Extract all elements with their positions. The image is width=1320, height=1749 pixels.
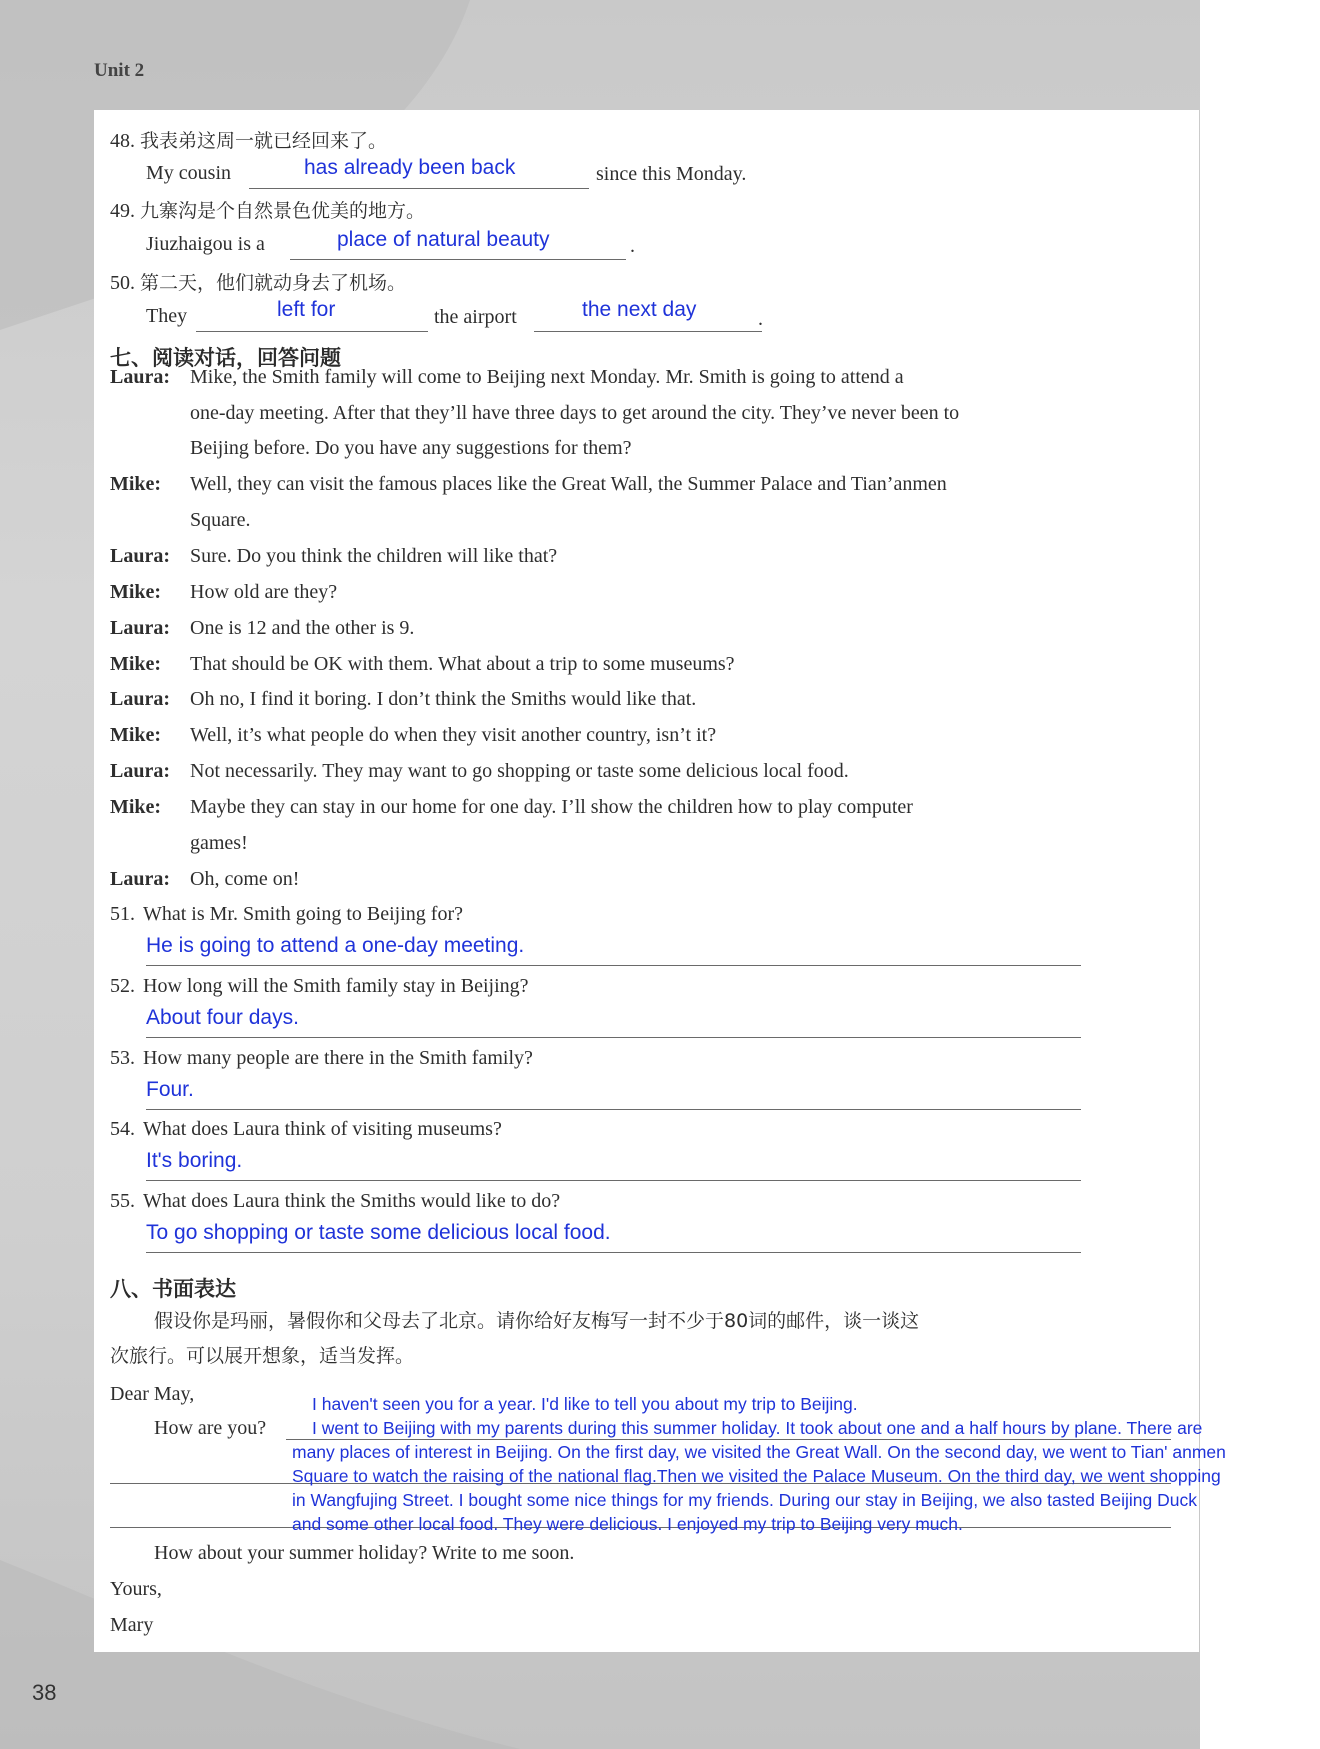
question-51 xyxy=(110,903,463,926)
dialogue-line: games! xyxy=(190,832,248,854)
dialogue-line: Beijing before. Do you have any suggestions for them? xyxy=(190,437,632,459)
question-53 xyxy=(110,1047,533,1070)
dialogue-line: Well, they can visit the famous places like the Great Wall, the Summer Palace and Tian’anmen xyxy=(190,473,947,495)
dialogue-speaker: Laura: xyxy=(110,545,170,567)
question-text: What is Mr. Smith going to Beijing for? xyxy=(143,903,463,925)
essay-line-2[interactable]: I went to Beijing with my parents during this summer holiday. It took about one and a half hours by plane. There are xyxy=(312,1418,1203,1438)
q50-prefix: They xyxy=(146,305,188,327)
q49-prefix: Jiuzhaigou is a xyxy=(146,233,265,255)
question-number: 52. xyxy=(110,975,135,997)
dialogue-line: Sure. Do you think the children will like that? xyxy=(190,545,558,567)
section8-title: 八、书面表达 xyxy=(110,1277,236,1301)
question-number: 54. xyxy=(110,1118,135,1140)
dialogue-speaker: Mike: xyxy=(110,473,162,495)
letter-signature: Mary xyxy=(110,1614,154,1636)
answer-line xyxy=(146,965,1081,966)
answer-52[interactable]: About four days. xyxy=(146,1006,299,1029)
answer-line xyxy=(146,1037,1081,1038)
dialogue-line: one-day meeting. After that they’ll have three days to get around the city. They’ve never been to xyxy=(190,402,960,424)
q50 xyxy=(110,268,406,295)
question-text: How long will the Smith family stay in Beijing? xyxy=(143,975,529,997)
q48-chinese: 我表弟这周一就已经回来了。 xyxy=(140,130,388,152)
q48-number: 48. xyxy=(110,130,135,152)
dialogue-line: Not necessarily. They may want to go shopping or taste some delicious local food. xyxy=(190,760,849,782)
section7-title: 七、阅读对话，回答问题 xyxy=(110,346,341,370)
dialogue-speaker: Laura: xyxy=(110,688,170,710)
page-number: 38 xyxy=(32,1680,57,1705)
q48-prefix: My cousin xyxy=(146,162,231,184)
q49-chinese: 九寨沟是个自然景色优美的地方。 xyxy=(140,200,426,222)
letter-closing: How about your summer holiday? Write to me soon. xyxy=(154,1542,575,1564)
q50-number: 50. xyxy=(110,272,135,294)
essay-line-3[interactable]: many places of interest in Beijing. On the first day, we visited the Great Wall. On the second day, we went to Tian' anmen xyxy=(292,1442,1226,1462)
question-52 xyxy=(110,975,529,998)
q50-middle: the airport xyxy=(434,306,517,328)
essay-line-1[interactable]: I haven't seen you for a year. I'd like to tell you about my trip to Beijing. xyxy=(312,1394,858,1414)
worksheet-panel xyxy=(94,110,1226,1652)
question-55 xyxy=(110,1190,560,1213)
q50-answer-2[interactable]: the next day xyxy=(582,298,697,321)
dialogue-speaker: Mike: xyxy=(110,796,162,818)
q49 xyxy=(110,196,425,223)
letter-opening: How are you? xyxy=(154,1417,267,1439)
dialogue-speaker: Laura: xyxy=(110,366,170,388)
dialogue-speaker: Mike: xyxy=(110,653,162,675)
q48 xyxy=(110,126,387,153)
answer-line xyxy=(146,1109,1081,1110)
section8-prompt-line2: 次旅行。可以展开想象，适当发挥。 xyxy=(110,1345,415,1367)
question-text: What does Laura think the Smiths would like to do? xyxy=(143,1190,561,1212)
letter-salutation: Dear May, xyxy=(110,1383,195,1405)
q48-answer[interactable]: has already been back xyxy=(304,156,516,179)
q49-blank-line xyxy=(290,259,626,260)
question-text: What does Laura think of visiting museums? xyxy=(143,1118,502,1140)
dialogue-speaker: Laura: xyxy=(110,617,170,639)
dialogue-speaker: Laura: xyxy=(110,868,170,890)
dialogue-speaker: Laura: xyxy=(110,760,170,782)
answer-line xyxy=(146,1252,1081,1253)
answer-51[interactable]: He is going to attend a one-day meeting. xyxy=(146,934,525,957)
q48-blank-line xyxy=(249,188,589,189)
question-number: 55. xyxy=(110,1190,135,1212)
q50-chinese: 第二天，他们就动身去了机场。 xyxy=(140,272,407,294)
dialogue-speaker: Mike: xyxy=(110,581,162,603)
essay-line-4[interactable]: Square to watch the raising of the national flag.Then we visited the Palace Museum. On the third day, we went shopping xyxy=(292,1466,1221,1486)
dialogue-line: That should be OK with them. What about a trip to some museums? xyxy=(190,653,735,675)
question-54 xyxy=(110,1118,502,1141)
dialogue-line: How old are they? xyxy=(190,581,338,603)
dialogue-line: One is 12 and the other is 9. xyxy=(190,617,415,639)
dialogue-speaker: Mike: xyxy=(110,724,162,746)
unit-header: Unit 2 xyxy=(94,60,145,81)
letter-signoff: Yours, xyxy=(110,1578,162,1600)
answer-55[interactable]: To go shopping or taste some delicious local food. xyxy=(146,1221,611,1244)
q49-answer[interactable]: place of natural beauty xyxy=(337,228,550,251)
section8-prompt-line1: 假设你是玛丽，暑假你和父母去了北京。请你给好友梅写一封不少于80词的邮件，谈一谈这 xyxy=(154,1310,920,1332)
dialogue-line: Oh no, I find it boring. I don’t think the Smiths would like that. xyxy=(190,688,697,710)
dialogue-line: Well, it’s what people do when they visit another country, isn’t it? xyxy=(190,724,717,746)
question-number: 51. xyxy=(110,903,135,925)
q48-suffix: since this Monday. xyxy=(596,163,747,185)
q50-blank-line-2 xyxy=(534,331,762,332)
answer-53[interactable]: Four. xyxy=(146,1078,194,1101)
dialogue-line: Mike, the Smith family will come to Beijing next Monday. Mr. Smith is going to attend a xyxy=(190,366,904,388)
q50-answer-1[interactable]: left for xyxy=(277,298,336,321)
essay-line-5[interactable]: in Wangfujing Street. I bought some nice things for my friends. During our stay in Beijing, we also tasted Beijing Duck xyxy=(292,1490,1197,1510)
answer-54[interactable]: It's boring. xyxy=(146,1149,243,1172)
q49-number: 49. xyxy=(110,200,135,222)
q50-suffix: . xyxy=(758,308,763,330)
answer-line xyxy=(146,1180,1081,1181)
dialogue-line: Oh, come on! xyxy=(190,868,300,890)
dialogue-line: Maybe they can stay in our home for one day. I’ll show the children how to play computer xyxy=(190,796,913,818)
essay-line-6[interactable]: and some other local food. They were delicious. I enjoyed my trip to Beijing very much. xyxy=(292,1514,963,1534)
question-number: 53. xyxy=(110,1047,135,1069)
dialogue-line: Square. xyxy=(190,509,251,531)
question-text: How many people are there in the Smith family? xyxy=(143,1047,533,1069)
q50-blank-line-1 xyxy=(196,331,428,332)
q49-suffix: . xyxy=(630,235,635,257)
